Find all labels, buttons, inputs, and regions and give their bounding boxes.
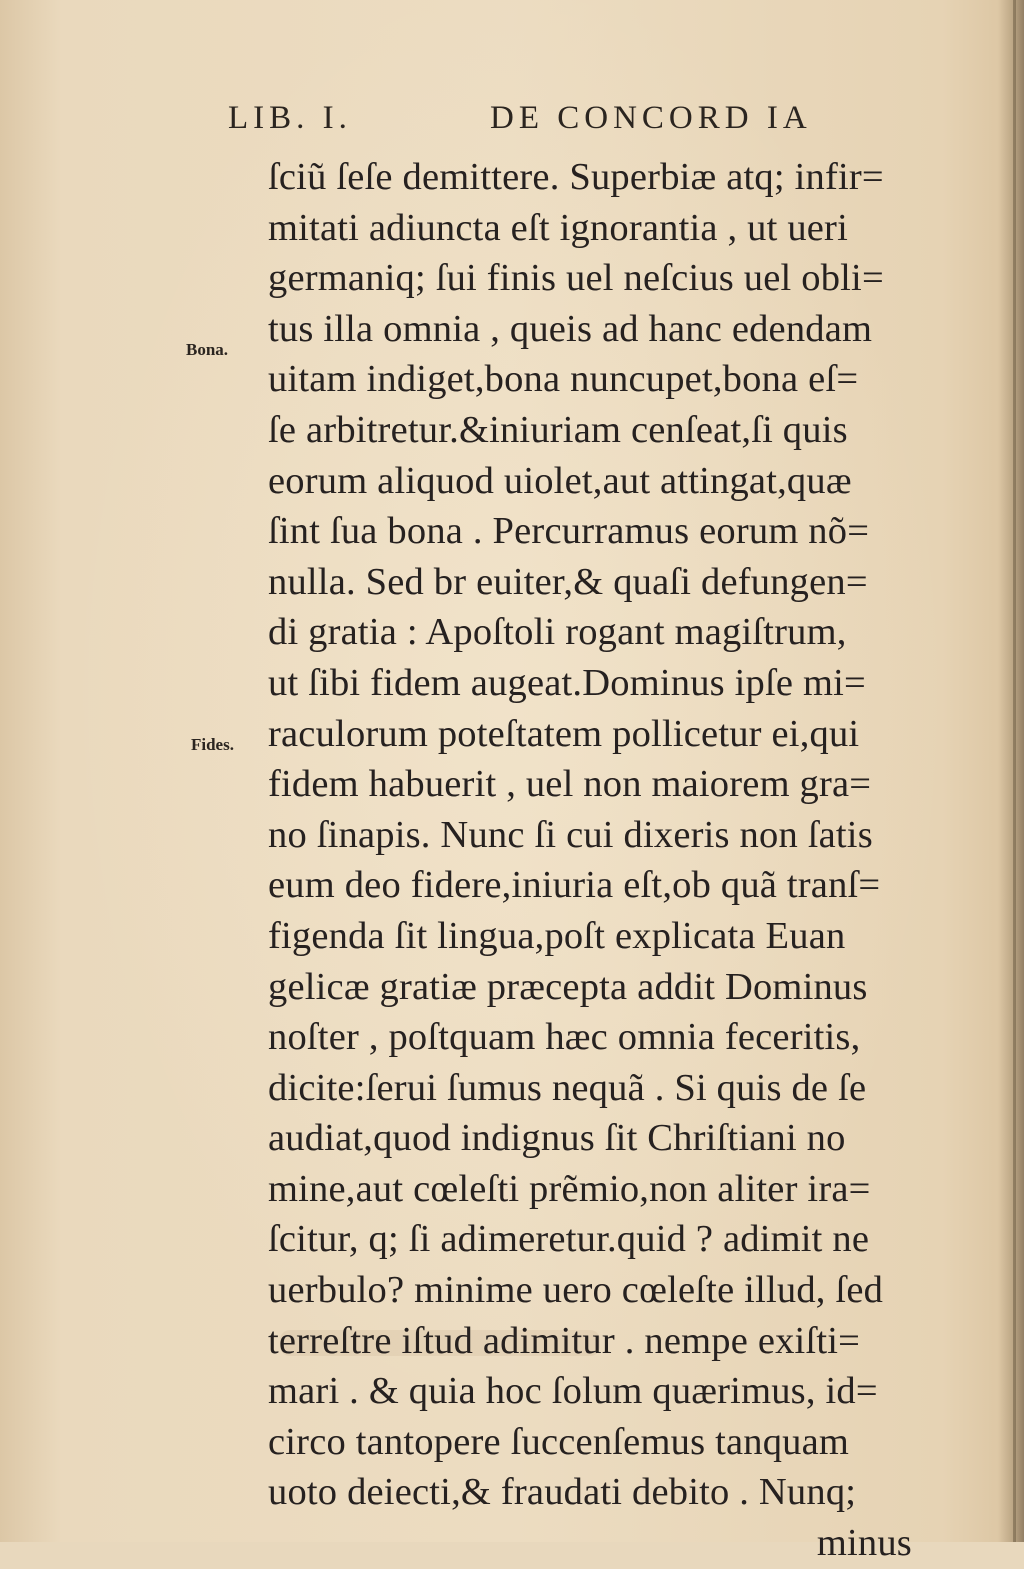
catchword: minus xyxy=(816,1522,912,1565)
text-line: germaniq; ſui finis uel neſcius uel obli= xyxy=(268,257,884,300)
text-line: ſint ſua bona . Percurramus eorum nõ= xyxy=(268,510,870,553)
text-line: no ſinapis. Nunc ſi cui dixeris non ſatis xyxy=(268,813,873,856)
text-line: gelicæ gratiæ præcepta addit Dominus xyxy=(268,965,868,1008)
page-fold-line xyxy=(1013,0,1016,1542)
text-line: terreſtre iſtud adimitur . nempe exiſti= xyxy=(268,1319,861,1362)
text-line: nulla. Sed br euiter,& quaſi defungen= xyxy=(268,560,868,603)
text-line: fidem habuerit , uel non maiorem gra= xyxy=(268,763,872,806)
text-line: uitam indiget,bona nuncupet,bona eſ= xyxy=(268,358,859,401)
margin-note-bona: Bona. xyxy=(186,340,229,359)
text-line: uerbulo? minime uero cœleſte illud, ſed xyxy=(268,1269,884,1312)
text-line: ſcitur, q; ſi adimeretur.quid ? adimit ne xyxy=(268,1218,870,1261)
running-head-title: DE CONCORD IA xyxy=(490,100,812,136)
text-line: dicite:ſerui ſumus nequã . Si quis de ſe xyxy=(268,1066,867,1109)
text-line: ut ſibi fidem augeat.Dominus ipſe mi= xyxy=(268,661,866,704)
running-head-book: LIB. I. xyxy=(228,100,352,136)
text-line: tus illa omnia , queis ad hanc edendam xyxy=(268,307,873,350)
text-line: noſter , poſtquam hæc omnia feceritis, xyxy=(268,1016,861,1059)
text-line: eum deo fidere,iniuria eſt,ob quã tranſ= xyxy=(268,864,881,907)
text-line: mari . & quia hoc ſolum quærimus, id= xyxy=(268,1370,878,1413)
text-line: uoto deiecti,& fraudati debito . Nunq; xyxy=(268,1471,857,1514)
text-line: mitati adiuncta eſt ignorantia , ut ueri xyxy=(268,206,848,249)
text-line: raculorum poteſtatem pollicetur ei,qui xyxy=(268,712,860,755)
text-line: circo tantopere ſuccenſemus tanquam xyxy=(268,1420,850,1463)
text-line: figenda ſit lingua,poſt explicata Euan xyxy=(268,914,846,957)
text-line: audiat,quod indignus ſit Chriſtiani no xyxy=(268,1117,846,1160)
text-line: eorum aliquod uiolet,aut attingat,quæ xyxy=(268,459,852,502)
running-head xyxy=(228,100,828,144)
page-edge-shadow xyxy=(998,0,1024,1542)
text-line: di gratia : Apoſtoli rogant magiſtrum, xyxy=(268,611,847,654)
text-line: ſe arbitretur.&iniuriam cenſeat,ſi quis xyxy=(268,408,848,451)
body-text xyxy=(268,152,968,1569)
text-line: mine,aut cœleſti prẽmio,non aliter ira= xyxy=(268,1167,871,1210)
text-line: ſciũ ſeſe demittere. Superbiæ atq; infir= xyxy=(268,156,884,198)
margin-note-fides: Fides. xyxy=(191,735,234,754)
